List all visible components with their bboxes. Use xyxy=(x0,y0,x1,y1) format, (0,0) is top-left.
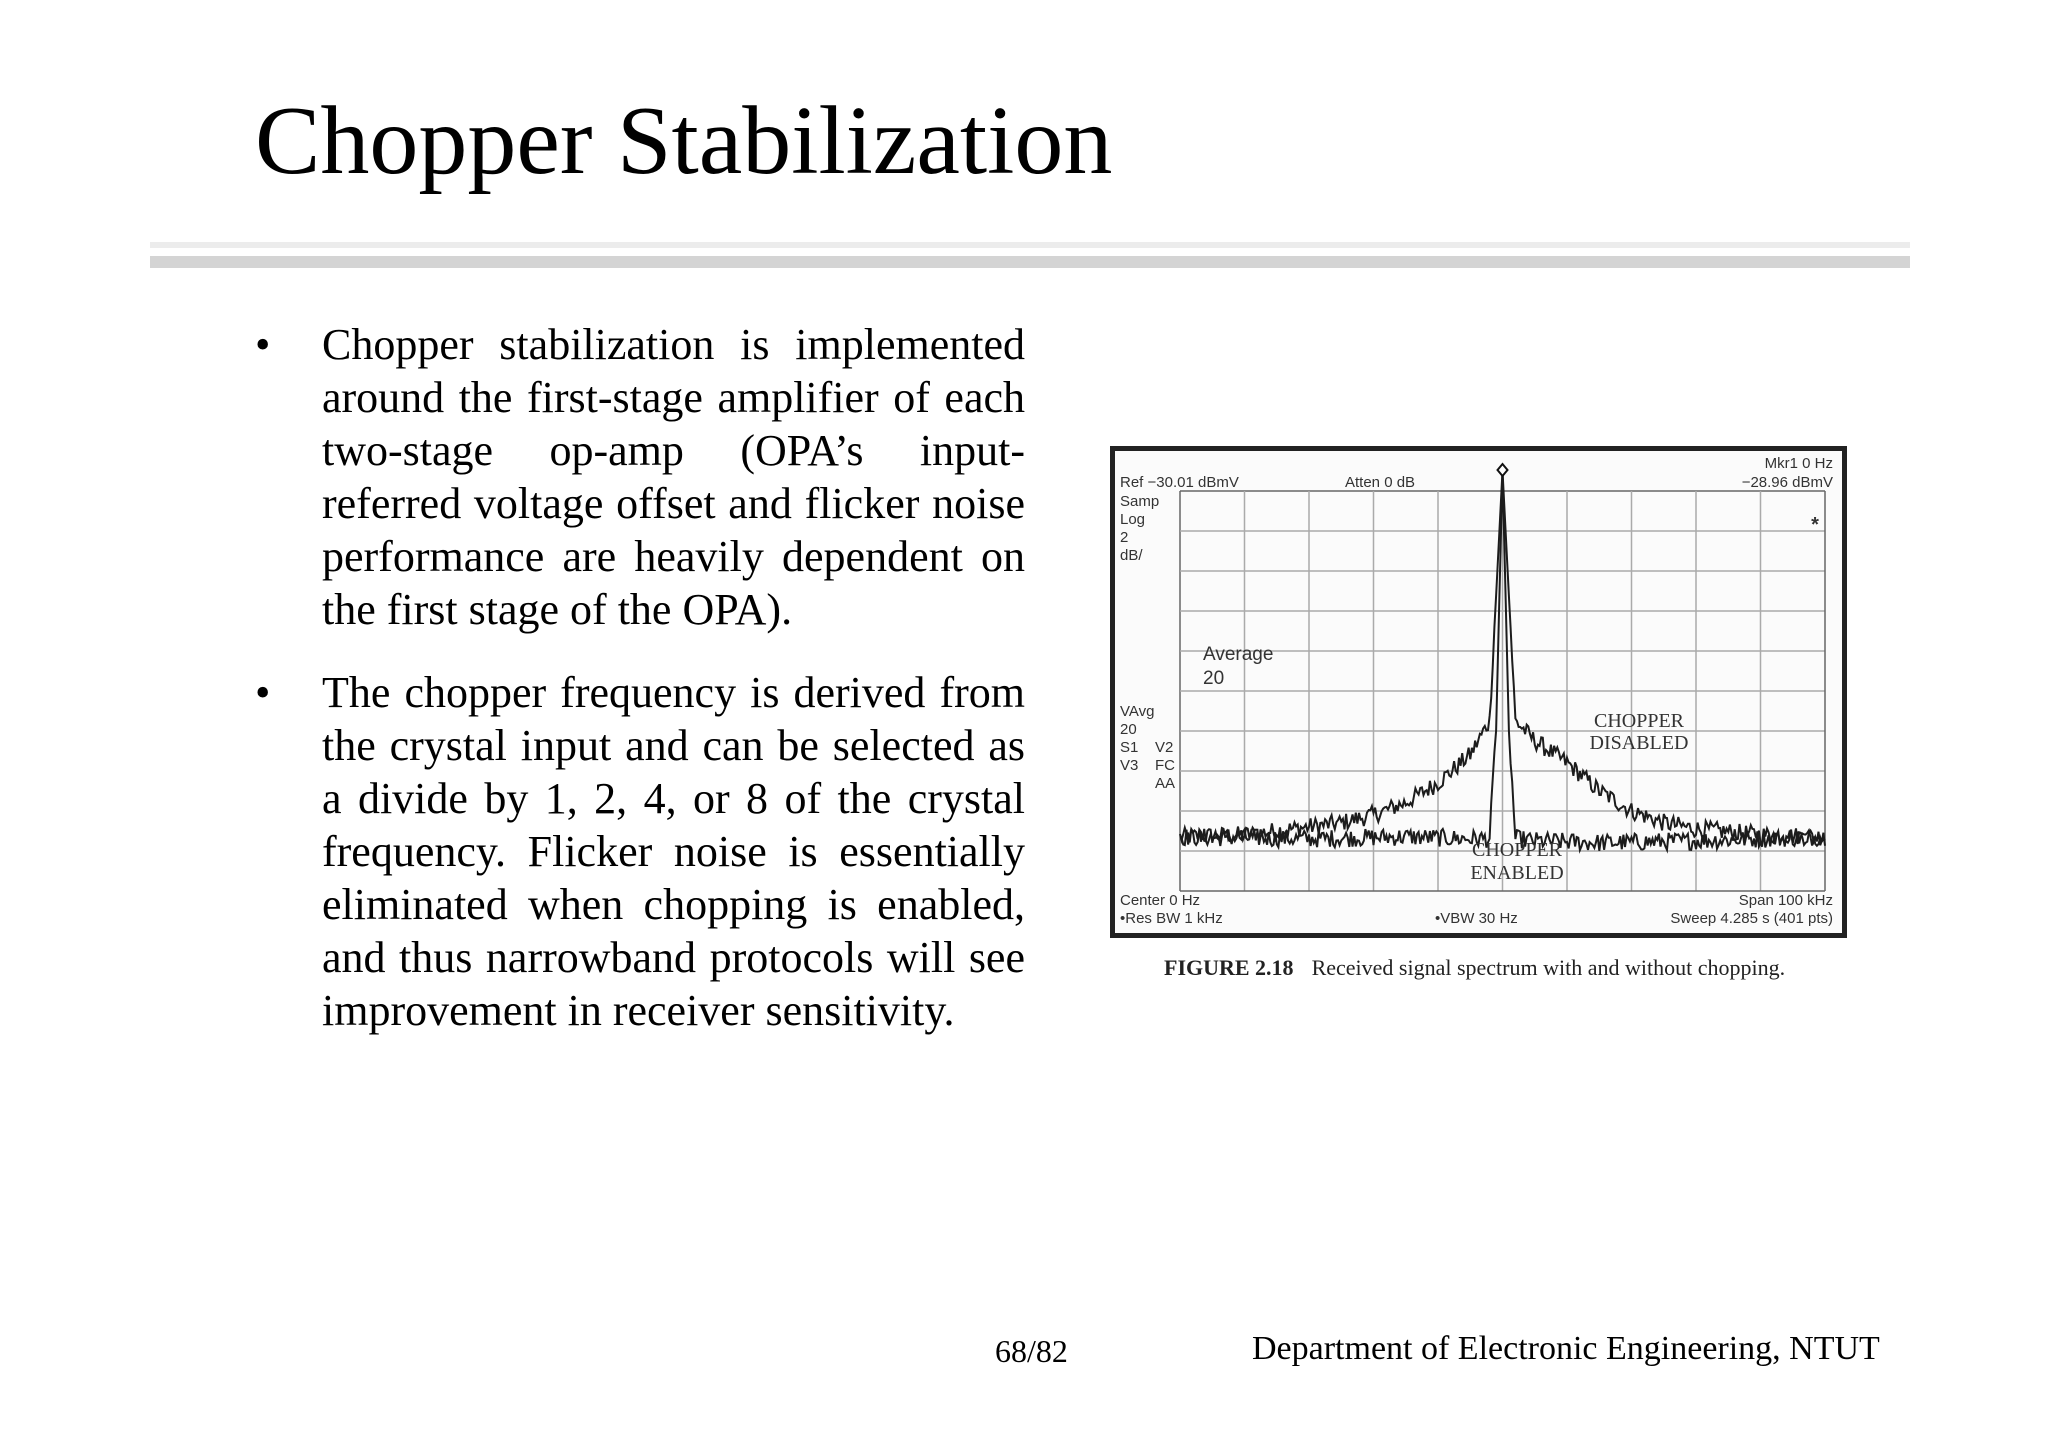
bullet-symbol: • xyxy=(255,668,271,717)
figure-caption-text: Received signal spectrum with and without chopping. xyxy=(1311,955,1786,980)
bullet-text: Chopper stabilization is implemented around the first-stage amplifier of each two-stage op-amp (OPA’s input-referred voltage offset and flicker noise performance are heavily dependent on the first stage of the OPA). xyxy=(322,320,1025,634)
bullet-item xyxy=(255,666,1025,1037)
marker-diamond-icon xyxy=(1498,464,1508,476)
left-label: 2 xyxy=(1120,529,1129,546)
bullet-text: The chopper frequency is derived from the crystal input and can be selected as a divide by 1, 2, 4, or 8 of the crystal frequency. Flicker noise is essentially eliminated when chopping is enabled, and thus narrowband protocols will see improvement in receiver sensitivity. xyxy=(322,668,1025,1035)
figure-caption-label: FIGURE 2.18 xyxy=(1164,955,1294,980)
sweep-time: Sweep 4.285 s (401 pts) xyxy=(1670,910,1833,927)
resolution-bandwidth: •Res BW 1 kHz xyxy=(1120,910,1223,927)
span: Span 100 kHz xyxy=(1738,892,1833,909)
ref-level: Ref −30.01 dBmV xyxy=(1120,474,1239,491)
center-frequency: Center 0 Hz xyxy=(1120,892,1201,909)
vavg-label: 20 xyxy=(1120,721,1137,738)
chopper-disabled-label: DISABLED xyxy=(1589,732,1689,754)
marker-value: −28.96 dBmV xyxy=(1741,474,1833,491)
v2-label: V2 xyxy=(1155,739,1174,756)
title-divider-dark xyxy=(150,256,1910,268)
chopper-enabled-label: CHOPPER xyxy=(1471,839,1563,861)
vavg-label: VAvg xyxy=(1120,703,1155,720)
spectrum-plot xyxy=(1115,451,1842,933)
title-divider-light xyxy=(150,242,1910,248)
slide-title: Chopper Stabilization xyxy=(255,87,1113,195)
v2-label: AA xyxy=(1155,775,1176,792)
left-label: Samp xyxy=(1120,493,1160,510)
marker-label: Mkr1 0 Hz xyxy=(1764,455,1833,472)
page-number: 68/82 xyxy=(995,1333,1068,1369)
average-label: Average xyxy=(1203,644,1274,665)
figure-caption xyxy=(1164,955,1785,981)
v2-label: FC xyxy=(1155,757,1175,774)
left-label: Log xyxy=(1120,511,1146,528)
vavg-label: S1 xyxy=(1120,739,1139,756)
chopper-enabled-label: ENABLED xyxy=(1470,862,1564,884)
spectrum-analyzer-figure xyxy=(1110,446,1847,938)
video-bandwidth: •VBW 30 Hz xyxy=(1435,910,1518,927)
average-count: 20 xyxy=(1203,668,1225,689)
vavg-label: V3 xyxy=(1120,757,1139,774)
left-label: dB/ xyxy=(1120,547,1143,564)
department-footer: Department of Electronic Engineering, NTUT xyxy=(1252,1330,1880,1367)
attenuation: Atten 0 dB xyxy=(1345,474,1416,491)
bullet-symbol: • xyxy=(255,320,271,369)
bullet-item xyxy=(255,318,1025,636)
bullet-list xyxy=(255,318,1025,1067)
chopper-disabled-label: CHOPPER xyxy=(1593,710,1685,732)
asterisk-icon: * xyxy=(1811,514,1819,536)
